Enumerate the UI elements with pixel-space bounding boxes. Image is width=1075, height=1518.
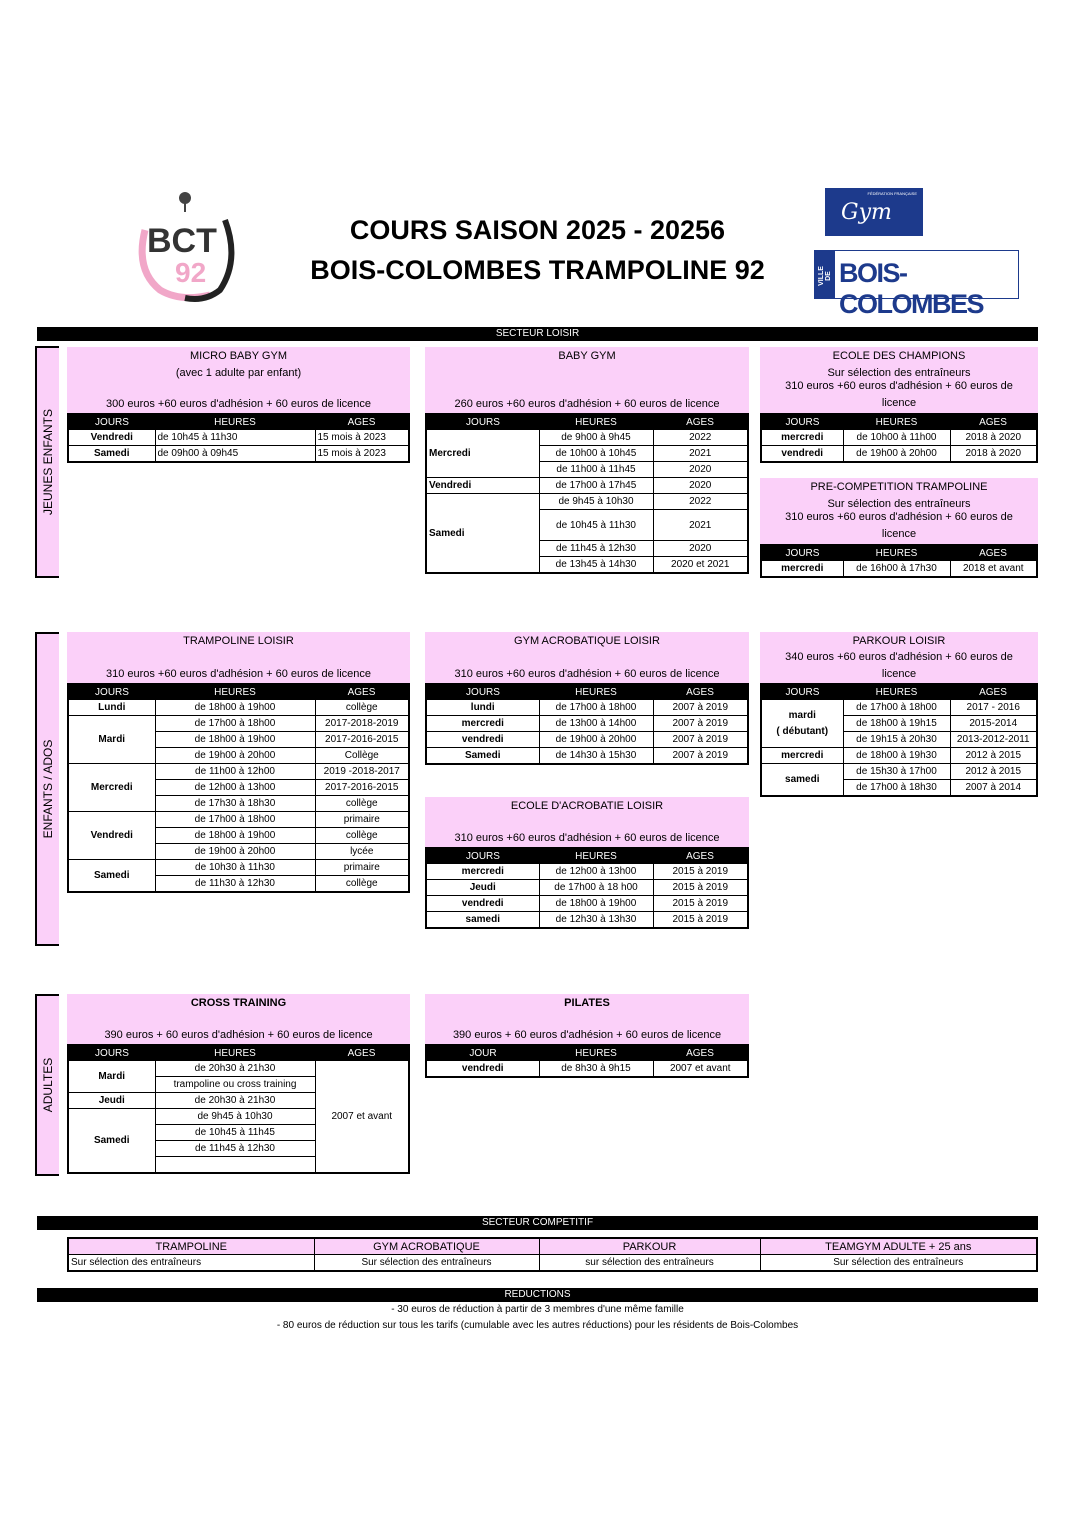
gym-acro-loisir-block [425, 632, 749, 765]
micro-table [67, 413, 410, 463]
col-jours: JOURS [68, 684, 155, 700]
cell: de 17h00 à 18h30 [843, 780, 950, 797]
table-row [426, 1061, 748, 1078]
cell: mercredi [761, 430, 843, 446]
col-heures: HEURES [843, 545, 950, 561]
side-label-adultes-text: ADULTES [41, 1057, 55, 1113]
table-row [426, 700, 748, 716]
side-label-enfants [35, 632, 59, 946]
col-jours: JOURS [426, 684, 539, 700]
cell: collège [315, 876, 409, 893]
ecole-champions-block [760, 347, 1038, 463]
table-row [426, 732, 748, 748]
parkour-mardi: mardi [788, 710, 816, 721]
cell: TRAMPOLINE [68, 1238, 314, 1255]
table-row [68, 716, 409, 732]
table-row [68, 1255, 1037, 1272]
cell: 2022 [653, 494, 748, 510]
gymacro-name: GYM ACROBATIQUE LOISIR [514, 635, 660, 647]
parkour-price2: licence [881, 668, 917, 680]
ecoleacro-price: 310 euros +60 euros d'adhésion + 60 euros de licence [454, 832, 720, 844]
cell: vendredi [426, 896, 539, 912]
cell: de 17h00 à 18h00 [843, 700, 950, 716]
cell: mercredi [761, 561, 843, 578]
side-label-adultes [35, 994, 59, 1176]
cell: de 11h30 à 12h30 [155, 876, 315, 893]
ecole-name: ECOLE DES CHAMPIONS [832, 350, 966, 362]
col-heures: HEURES [539, 848, 653, 864]
cell: de 11h45 à 12h30 [155, 1141, 315, 1157]
table-row [426, 912, 748, 929]
ffgym-small-text: FÉDÉRATION FRANÇAISE [867, 191, 917, 196]
tramp-price: 310 euros +60 euros d'adhésion + 60 euros de licence [105, 668, 372, 680]
cell: Samedi [68, 446, 155, 463]
pilates-table [425, 1044, 749, 1078]
cell: 2021 [653, 446, 748, 462]
cell: 2007 et avant [653, 1061, 748, 1078]
cell: GYM ACROBATIQUE [314, 1238, 539, 1255]
cell: 2015 à 2019 [653, 912, 748, 929]
cell: 2017-2018-2019 [315, 716, 409, 732]
cell: collège [315, 796, 409, 812]
secteur-loisir-bar: SECTEUR LOISIR [37, 327, 1038, 341]
table-row [761, 764, 1037, 780]
ecole-price2: licence [881, 397, 917, 409]
cell: 15 mois à 2023 [315, 430, 409, 446]
bct92-logo [125, 190, 245, 305]
col-ages: AGES [950, 545, 1037, 561]
col-ages: AGES [315, 414, 409, 430]
baby-gym-block [425, 347, 749, 574]
cell: de 17h00 à 18h00 [155, 716, 315, 732]
cell: de 11h00 à 12h00 [155, 764, 315, 780]
cell: de 18h00 à 19h30 [843, 748, 950, 764]
cell: Jeudi [426, 880, 539, 896]
micro-sub: (avec 1 adulte par enfant) [175, 367, 302, 379]
cell: de 12h00 à 13h00 [539, 864, 653, 880]
cell: 2007 à 2014 [950, 780, 1037, 797]
secteur-competitif-bar: SECTEUR COMPETITIF [37, 1216, 1038, 1230]
col-heures: HEURES [155, 1045, 315, 1061]
cell: 2015 à 2019 [653, 880, 748, 896]
cell: de 10h45 à 11h45 [155, 1125, 315, 1141]
cell: de 11h45 à 12h30 [539, 541, 653, 557]
cell: 2020 [653, 462, 748, 478]
cell: Vendredi [68, 430, 155, 446]
cell: trampoline ou cross training [155, 1077, 315, 1093]
cell: 2007 à 2019 [653, 748, 748, 765]
col-jours: JOURS [761, 545, 843, 561]
cell: de 18h00 à 19h00 [155, 828, 315, 844]
col-heures: HEURES [539, 1045, 653, 1061]
bois-colombes-logo [814, 250, 1019, 319]
table-row [68, 700, 409, 716]
ffgym-text: Gym [841, 200, 892, 225]
cell: de 20h30 à 21h30 [155, 1093, 315, 1109]
table-row [426, 494, 748, 510]
col-heures: HEURES [843, 414, 950, 430]
table-row [426, 896, 748, 912]
col-heures: HEURES [843, 684, 950, 700]
cell: 2018 et avant [950, 561, 1037, 578]
cell: Mercredi [68, 764, 155, 812]
cell: Vendredi [426, 478, 539, 494]
cell: de 9h00 à 9h45 [539, 430, 653, 446]
cell: de 13h00 à 14h00 [539, 716, 653, 732]
ecoleacro-table [425, 847, 749, 929]
cell: 2007 à 2019 [653, 700, 748, 716]
ecole-acro-loisir-block [425, 797, 749, 929]
baby-name: BABY GYM [558, 350, 616, 362]
precomp-table [760, 544, 1038, 578]
col-heures: HEURES [539, 414, 653, 430]
bois-colombes-text: BOIS-COLOMBES [839, 258, 984, 319]
col-ages: AGES [653, 1045, 748, 1061]
cell: de 10h45 à 11h30 [155, 430, 315, 446]
micro-baby-gym-block [67, 347, 410, 463]
cell: mercredi [426, 864, 539, 880]
cell: 2015-2014 [950, 716, 1037, 732]
cell: Lundi [68, 700, 155, 716]
pilates-block [425, 994, 749, 1078]
cell: de 19h00 à 20h00 [539, 732, 653, 748]
parkour-table [760, 683, 1038, 797]
cell: Collège [315, 748, 409, 764]
micro-name: MICRO BABY GYM [190, 350, 287, 362]
cell: 2021 [653, 510, 748, 541]
cell: de 17h00 à 17h45 [539, 478, 653, 494]
cell: de 11h00 à 11h45 [539, 462, 653, 478]
cell: de 10h30 à 11h30 [155, 860, 315, 876]
precomp-block [760, 478, 1038, 578]
trampoline-loisir-block [67, 632, 410, 893]
col-ages: AGES [315, 684, 409, 700]
micro-price: 300 euros +60 euros d'adhésion + 60 euros de licence [105, 398, 372, 410]
cell: de 12h00 à 13h00 [155, 780, 315, 796]
cell: primaire [315, 812, 409, 828]
cell: de 15h30 à 17h00 [843, 764, 950, 780]
table-row [68, 430, 409, 446]
mardi-cell [761, 700, 843, 748]
cell: de 12h30 à 13h30 [539, 912, 653, 929]
gymacro-price: 310 euros +60 euros d'adhésion + 60 euros de licence [454, 668, 720, 680]
table-row [761, 430, 1037, 446]
col-heures: HEURES [155, 684, 315, 700]
cell: de 17h00 à 18h00 [539, 700, 653, 716]
cell: de 10h00 à 10h45 [539, 446, 653, 462]
page-title-line1: COURS SAISON 2025 - 20256 [349, 215, 726, 245]
ecoleacro-name: ECOLE D'ACROBATIE LOISIR [510, 800, 664, 812]
table-row [68, 446, 409, 463]
cell: de 13h45 à 14h30 [539, 557, 653, 574]
cell: 2007 et avant [315, 1061, 409, 1174]
table-row [68, 860, 409, 876]
ffgym-logo [825, 188, 923, 236]
cell: de 18h00 à 19h00 [155, 732, 315, 748]
cell: 2018 à 2020 [950, 446, 1037, 463]
table-row [426, 478, 748, 494]
cross-name: CROSS TRAINING [190, 997, 287, 1009]
pilates-price: 390 euros + 60 euros d'adhésion + 60 euros de licence [452, 1029, 722, 1041]
bct-text: BCT [147, 222, 217, 260]
cell: de 10h00 à 11h00 [843, 430, 950, 446]
cell: Mercredi [426, 430, 539, 478]
cell: 2022 [653, 430, 748, 446]
baby-price: 260 euros +60 euros d'adhésion + 60 euros de licence [454, 398, 720, 410]
parkour-loisir-block [760, 632, 1038, 797]
cell: 2020 et 2021 [653, 557, 748, 574]
cell: Samedi [426, 494, 539, 574]
cell: 2015 à 2019 [653, 896, 748, 912]
side-label-jeunes-text: JEUNES ENFANTS [41, 408, 55, 516]
cell: 2017-2016-2015 [315, 780, 409, 796]
col-ages: AGES [950, 414, 1037, 430]
col-jours: JOURS [761, 414, 843, 430]
col-ages: AGES [653, 414, 748, 430]
cell: vendredi [426, 732, 539, 748]
cell: 2017 - 2016 [950, 700, 1037, 716]
ville-de-text: VILLE DE [818, 266, 832, 286]
cell: sur sélection des entraîneurs [539, 1255, 760, 1272]
ecole-sub: Sur sélection des entraîneurs [827, 367, 971, 379]
competitif-table [67, 1237, 1038, 1272]
cell: mercredi [426, 716, 539, 732]
cell: Jeudi [68, 1093, 155, 1109]
cell: de 9h45 à 10h30 [155, 1109, 315, 1125]
precomp-name: PRE-COMPETITION TRAMPOLINE [810, 481, 988, 493]
table-row [761, 446, 1037, 463]
cell: lundi [426, 700, 539, 716]
col-jours: JOURS [68, 414, 155, 430]
cell: vendredi [761, 446, 843, 463]
cell: Samedi [68, 1109, 155, 1174]
col-ages: AGES [653, 684, 748, 700]
cell: de 19h00 à 20h00 [155, 844, 315, 860]
cell: 2018 à 2020 [950, 430, 1037, 446]
cell: 15 mois à 2023 [315, 446, 409, 463]
table-row [68, 812, 409, 828]
cell: mercredi [761, 748, 843, 764]
cell: Sur sélection des entraîneurs [760, 1255, 1037, 1272]
precomp-price2: licence [881, 528, 917, 540]
table-row [68, 1238, 1037, 1255]
cell: samedi [426, 912, 539, 929]
competitif-table-wrap [67, 1237, 1038, 1272]
table-row [426, 748, 748, 765]
cell: 2012 à 2015 [950, 764, 1037, 780]
tramp-name: TRAMPOLINE LOISIR [183, 635, 294, 647]
table-row [426, 716, 748, 732]
cell: 2007 à 2019 [653, 716, 748, 732]
table-row [761, 561, 1037, 578]
cell: de 19h00 à 20h00 [155, 748, 315, 764]
cell: 2020 [653, 541, 748, 557]
side-label-jeunes [35, 346, 59, 578]
cell: 2012 à 2015 [950, 748, 1037, 764]
baby-table [425, 413, 749, 574]
precomp-price1: 310 euros +60 euros d'adhésion + 60 euros de [785, 511, 1013, 523]
col-ages: AGES [653, 848, 748, 864]
col-ages: AGES [315, 1045, 409, 1061]
cell: de 14h30 à 15h30 [539, 748, 653, 765]
table-row [426, 430, 748, 446]
page-title-line2: BOIS-COLOMBES TRAMPOLINE 92 [310, 255, 765, 285]
cross-training-block [67, 994, 410, 1174]
parkour-price1: 340 euros +60 euros d'adhésion + 60 euros de [785, 651, 1013, 663]
reductions-bar: REDUCTIONS [37, 1288, 1038, 1302]
cell: de 9h45 à 10h30 [539, 494, 653, 510]
cell: PARKOUR [539, 1238, 760, 1255]
cell: collège [315, 700, 409, 716]
cell: de 19h00 à 20h00 [843, 446, 950, 463]
pilates-name: PILATES [564, 997, 610, 1009]
cell: de 19h15 à 20h30 [843, 732, 950, 748]
col-jours: JOURS [68, 1045, 155, 1061]
cell: de 09h00 à 09h45 [155, 446, 315, 463]
cell: de 16h00 à 17h30 [843, 561, 950, 578]
reduction-line-2: - 80 euros de réduction sur tous les tarifs (cumulable avec les autres réductions) pour les résidents de Bois-Colombes [276, 1320, 799, 1331]
col-jours: JOURS [426, 848, 539, 864]
table-row [426, 880, 748, 896]
table-row [761, 700, 1037, 716]
cell: de 18h00 à 19h00 [539, 896, 653, 912]
side-label-enfants-text: ENFANTS / ADOS [41, 739, 55, 839]
gymacro-table [425, 683, 749, 765]
cell: 2015 à 2019 [653, 864, 748, 880]
cell: Vendredi [68, 812, 155, 860]
col-heures: HEURES [539, 684, 653, 700]
cell: Sur sélection des entraîneurs [314, 1255, 539, 1272]
cell: Sur sélection des entraîneurs [68, 1255, 314, 1272]
parkour-name: PARKOUR LOISIR [852, 635, 946, 647]
cell: collège [315, 828, 409, 844]
cell: 2019 -2018-2017 [315, 764, 409, 780]
cell: de 18h00 à 19h00 [155, 700, 315, 716]
cell: 2020 [653, 478, 748, 494]
cell: de 20h30 à 21h30 [155, 1061, 315, 1077]
cell: de 10h45 à 11h30 [539, 510, 653, 541]
cell: de 18h00 à 19h15 [843, 716, 950, 732]
col-ages: AGES [950, 684, 1037, 700]
cross-table [67, 1044, 410, 1174]
cell: 2007 à 2019 [653, 732, 748, 748]
cell: Samedi [426, 748, 539, 765]
tramp-table [67, 683, 410, 893]
cell: Mardi [68, 1061, 155, 1093]
cell: de 17h00 à 18 h00 [539, 880, 653, 896]
table-row [761, 748, 1037, 764]
reduction-line-1: - 30 euros de réduction à partir de 3 membres d'une même famille [391, 1304, 684, 1315]
table-row [68, 764, 409, 780]
col-jours: JOURS [426, 414, 539, 430]
cell: TEAMGYM ADULTE + 25 ans [760, 1238, 1037, 1255]
cell: vendredi [426, 1061, 539, 1078]
cell: Mardi [68, 716, 155, 764]
table-row [426, 864, 748, 880]
cell: de 8h30 à 9h15 [539, 1061, 653, 1078]
empty-cell [155, 1157, 315, 1174]
col-jour: JOUR [426, 1045, 539, 1061]
cell: lycée [315, 844, 409, 860]
cell: 2017-2016-2015 [315, 732, 409, 748]
parkour-debutant: ( débutant) [776, 726, 829, 737]
col-heures: HEURES [155, 414, 315, 430]
table-row [68, 1061, 409, 1077]
cross-price: 390 euros + 60 euros d'adhésion + 60 euros de licence [104, 1029, 373, 1041]
cell: 2013-2012-2011 [950, 732, 1037, 748]
precomp-sub: Sur sélection des entraîneurs [827, 498, 971, 510]
cell: Samedi [68, 860, 155, 893]
ecole-table [760, 413, 1038, 463]
cell: primaire [315, 860, 409, 876]
ecole-price1: 310 euros +60 euros d'adhésion + 60 euros de [785, 380, 1013, 392]
bct-number: 92 [175, 257, 207, 288]
cell: de 17h30 à 18h30 [155, 796, 315, 812]
col-jours: JOURS [761, 684, 843, 700]
cell: samedi [761, 764, 843, 797]
cell: de 17h00 à 18h00 [155, 812, 315, 828]
